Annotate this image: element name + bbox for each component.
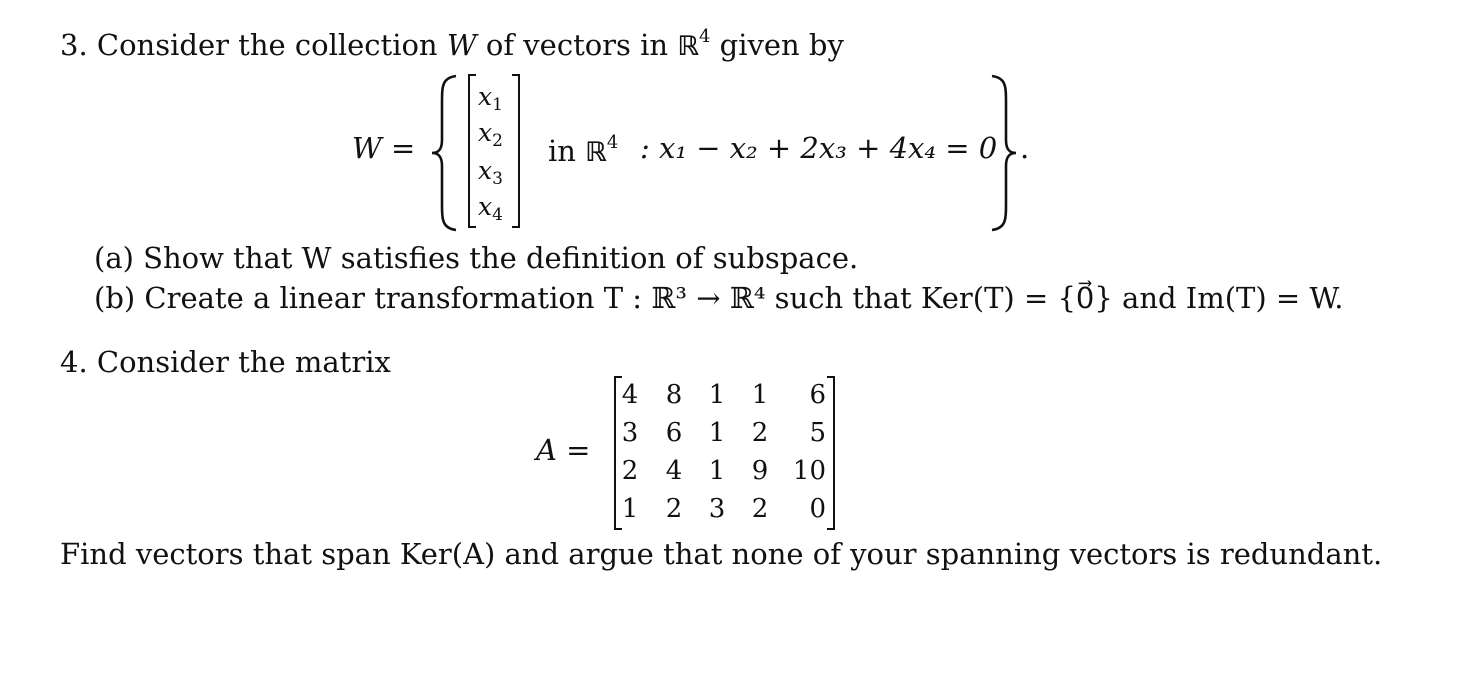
in-reals-phrase — [548, 134, 618, 166]
problem-3-number: 3. — [60, 28, 88, 62]
vector-entry-3: $x_3$ — [478, 156, 503, 189]
reals-exponent: 4 — [698, 26, 711, 47]
matrix-entry: 0 — [809, 494, 826, 524]
matrix-entry: 6 — [809, 380, 826, 410]
in-reals-symbol: ℝ — [585, 137, 607, 168]
part-b: (b) Create a linear transformation T : ℝ³ → ℝ⁴ such that Ker(T) = {0⃗} and Im(T) = W. — [94, 281, 1344, 315]
matrix-lhs: A = — [536, 433, 591, 467]
part-a: (a) Show that W satisfies the definition of subspace. — [94, 241, 859, 275]
problem-3-intro-2: of vectors in — [485, 28, 669, 62]
matrix-entry: 1 — [708, 380, 726, 410]
left-curly-brace — [430, 74, 460, 232]
matrix-entry: 1 — [708, 418, 726, 448]
matrix-entry: 9 — [751, 456, 769, 486]
vector-entry-2: $x_2$ — [478, 118, 503, 151]
problem-4-question: Find vectors that span Ker(A) and argue that none of your spanning vectors is redundant. — [60, 537, 1383, 571]
vector-left-bracket — [468, 74, 476, 228]
matrix-entry: 8 — [665, 380, 683, 410]
matrix-entry: 6 — [665, 418, 683, 448]
problem-4-number: 4. — [60, 345, 88, 379]
problem-4-intro: Consider the matrix — [96, 345, 391, 379]
matrix-entry: 10 — [792, 456, 826, 486]
vector-entry-4: $x_4$ — [478, 192, 503, 225]
matrix-entry: 1 — [751, 380, 769, 410]
matrix-entry: 3 — [708, 494, 726, 524]
matrix-entry: 1 — [708, 456, 726, 486]
right-curly-brace — [988, 74, 1018, 232]
matrix-entry: 2 — [751, 494, 769, 524]
matrix-entry: 4 — [621, 380, 639, 410]
matrix-entry: 2 — [665, 494, 683, 524]
matrix-entry: 2 — [621, 456, 639, 486]
vector-entry-1: $x_1$ — [478, 82, 503, 115]
matrix-entry: 2 — [751, 418, 769, 448]
set-lhs: W = — [352, 131, 416, 165]
problem-3-heading — [60, 28, 844, 60]
problem-3-intro-1: Consider the collection — [96, 28, 438, 62]
problem-4-heading — [60, 345, 391, 379]
set-period: . — [1020, 131, 1030, 165]
in-text: in — [548, 134, 576, 168]
reals-symbol: ℝ — [677, 31, 699, 62]
set-condition: : x₁ − x₂ + 2x₃ + 4x₄ = 0 — [640, 131, 998, 165]
matrix-right-bracket — [827, 376, 835, 530]
in-reals-exponent: 4 — [606, 132, 619, 153]
problem-3-intro-3: given by — [719, 28, 844, 62]
matrix-entry: 1 — [621, 494, 639, 524]
symbol-W: W — [446, 28, 477, 62]
matrix-entry: 3 — [621, 418, 639, 448]
matrix-entry: 5 — [809, 418, 826, 448]
vector-right-bracket — [512, 74, 520, 228]
matrix-entry: 4 — [665, 456, 683, 486]
